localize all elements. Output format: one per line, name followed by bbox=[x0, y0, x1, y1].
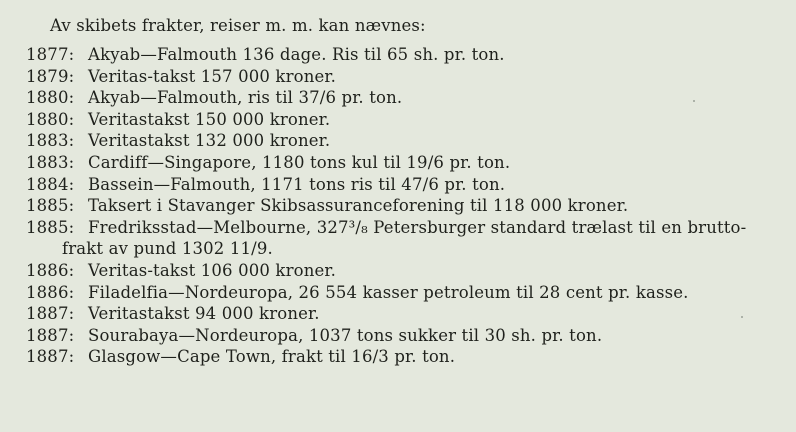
paper-speck bbox=[741, 316, 743, 318]
entry-text: Veritas-takst 157 000 kroner. bbox=[88, 66, 337, 86]
list-item bbox=[26, 346, 786, 368]
entry-year: 1880: bbox=[26, 109, 75, 129]
entry-text: Veritas-takst 106 000 kroner. bbox=[88, 260, 337, 280]
list-item bbox=[26, 66, 786, 88]
entry-year: 1883: bbox=[26, 131, 75, 151]
voyage-list bbox=[26, 44, 786, 368]
entry-year: 1880: bbox=[26, 88, 75, 108]
entry-text: Veritastakst 94 000 kroner. bbox=[88, 304, 320, 324]
entry-year: 1886: bbox=[26, 282, 75, 302]
entry-year: 1877: bbox=[26, 45, 75, 64]
list-item bbox=[26, 174, 786, 196]
paper-speck bbox=[693, 100, 695, 102]
entry-year: 1886: bbox=[26, 260, 75, 280]
entry-text: Fredriksstad—Melbourne, 327³/₈ Petersburger standard trælast til en brutto- bbox=[88, 217, 747, 237]
entry-text: Sourabaya—Nordeuropa, 1037 tons sukker til 30 sh. pr. ton. bbox=[88, 325, 603, 345]
entry-text: Bassein—Falmouth, 1171 tons ris til 47/6 pr. ton. bbox=[88, 174, 506, 194]
intro-line: Av skibets frakter, reiser m. m. kan nævnes: bbox=[50, 16, 426, 35]
list-item bbox=[26, 195, 786, 217]
list-item bbox=[26, 152, 786, 174]
entry-year: 1879: bbox=[26, 66, 75, 86]
list-item bbox=[26, 44, 786, 66]
entry-text: Taksert i Stavanger Skibsassuranceforening til 118 000 kroner. bbox=[88, 196, 629, 216]
list-item bbox=[26, 87, 786, 109]
entry-text: Cardiff—Singapore, 1180 tons kul til 19/6 pr. ton. bbox=[88, 152, 511, 172]
entry-year: 1887: bbox=[26, 325, 75, 345]
list-item bbox=[26, 260, 786, 282]
list-item bbox=[26, 325, 786, 347]
list-item bbox=[26, 282, 786, 304]
list-item bbox=[26, 303, 786, 325]
entry-year: 1883: bbox=[26, 152, 75, 172]
entry-year: 1887: bbox=[26, 304, 75, 324]
entry-text: Glasgow—Cape Town, frakt til 16/3 pr. ton. bbox=[88, 347, 456, 367]
list-item bbox=[26, 130, 786, 152]
entry-text: Akyab—Falmouth 136 dage. Ris til 65 sh. pr. ton. bbox=[88, 45, 505, 64]
entry-year: 1884: bbox=[26, 174, 75, 194]
entry-text: Filadelfia—Nordeuropa, 26 554 kasser petroleum til 28 cent pr. kasse. bbox=[88, 282, 689, 302]
entry-text: Akyab—Falmouth, ris til 37/6 pr. ton. bbox=[88, 88, 403, 108]
list-item bbox=[26, 217, 786, 239]
list-item bbox=[26, 109, 786, 131]
entry-year: 1885: bbox=[26, 196, 75, 216]
entry-year: 1885: bbox=[26, 217, 75, 237]
entry-text: Veritastakst 132 000 kroner. bbox=[88, 131, 331, 151]
list-item-continuation bbox=[26, 238, 786, 260]
entry-text: frakt av pund 1302 11/9. bbox=[62, 239, 273, 259]
entry-year: 1887: bbox=[26, 347, 75, 367]
entry-text: Veritastakst 150 000 kroner. bbox=[88, 109, 331, 129]
